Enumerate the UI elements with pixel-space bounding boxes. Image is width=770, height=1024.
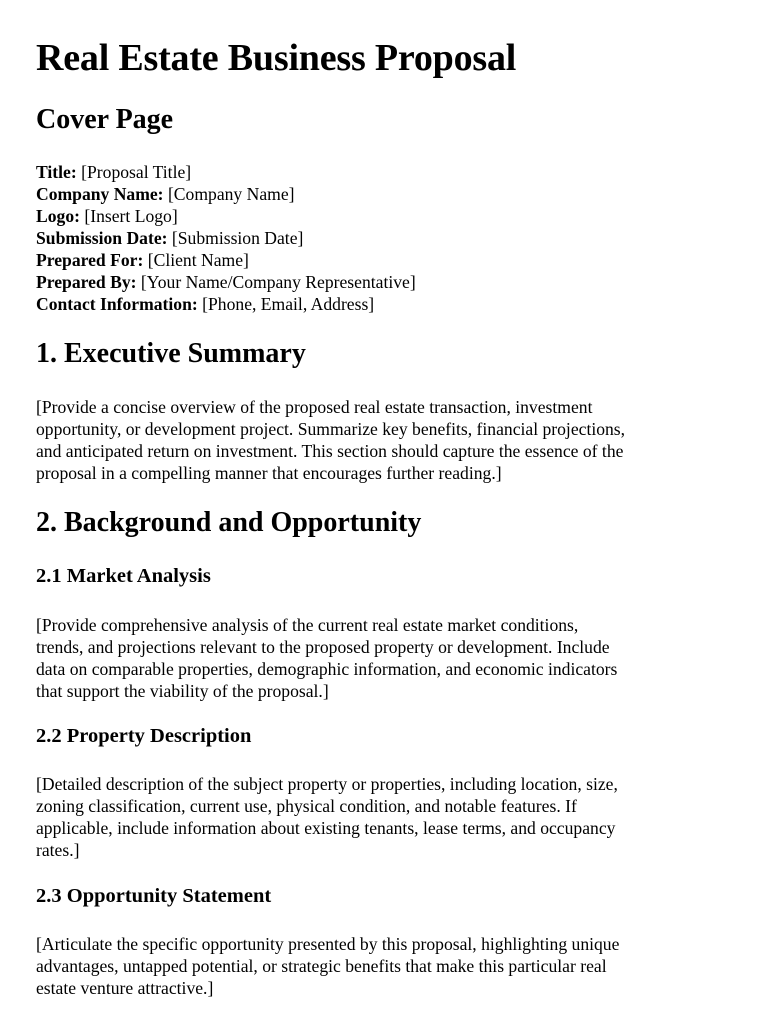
field-label: Prepared For: bbox=[36, 250, 144, 270]
property-description-paragraph bbox=[36, 773, 736, 861]
document-title: Real Estate Business Proposal bbox=[36, 37, 517, 79]
field-value: [Phone, Email, Address] bbox=[202, 294, 375, 314]
paragraph-line: opportunity, or development project. Summarize key benefits, financial projections, bbox=[36, 419, 626, 439]
cover-field-contact-information bbox=[36, 293, 416, 315]
paragraph-line: applicable, include information about existing tenants, lease terms, and occupancy bbox=[36, 818, 616, 838]
cover-field-company-name bbox=[36, 183, 416, 205]
paragraph-line: proposal in a compelling manner that encourages further reading.] bbox=[36, 463, 502, 483]
paragraph-line: and anticipated return on investment. This section should capture the essence of the bbox=[36, 441, 624, 461]
paragraph-line: [Articulate the specific opportunity presented by this proposal, highlighting unique bbox=[36, 934, 620, 954]
cover-page-heading: Cover Page bbox=[36, 104, 174, 135]
cover-field-title bbox=[36, 161, 416, 183]
field-value: [Your Name/Company Representative] bbox=[140, 272, 416, 292]
cover-fields bbox=[36, 161, 416, 315]
cover-field-prepared-by bbox=[36, 271, 416, 293]
field-label: Submission Date: bbox=[36, 228, 168, 248]
background-opportunity-heading: 2. Background and Opportunity bbox=[36, 507, 422, 538]
field-value: [Company Name] bbox=[167, 184, 295, 204]
opportunity-statement-heading: 2.3 Opportunity Statement bbox=[36, 885, 272, 907]
paragraph-line: trends, and projections relevant to the proposed property or development. Include bbox=[36, 637, 610, 657]
cover-field-submission-date bbox=[36, 227, 416, 249]
paragraph-line: [Provide a concise overview of the proposed real estate transaction, investment bbox=[36, 397, 593, 417]
paragraph-line: rates.] bbox=[36, 840, 80, 860]
field-value: [Insert Logo] bbox=[84, 206, 178, 226]
property-description-heading: 2.2 Property Description bbox=[36, 725, 252, 747]
paragraph-line: advantages, untapped potential, or strategic benefits that make this particular real bbox=[36, 956, 607, 976]
field-label: Company Name: bbox=[36, 184, 164, 204]
paragraph-line: data on comparable properties, demographic information, and economic indicators bbox=[36, 659, 618, 679]
field-value: [Submission Date] bbox=[171, 228, 304, 248]
paragraph-line: zoning classification, current use, physical condition, and notable features. If bbox=[36, 796, 577, 816]
paragraph-line: that support the viability of the proposal.] bbox=[36, 681, 329, 701]
opportunity-statement-paragraph bbox=[36, 933, 736, 999]
field-value: [Proposal Title] bbox=[81, 162, 192, 182]
field-label: Contact Information: bbox=[36, 294, 198, 314]
field-value: [Client Name] bbox=[147, 250, 249, 270]
executive-summary-paragraph bbox=[36, 396, 736, 484]
field-label: Title: bbox=[36, 162, 77, 182]
executive-summary-heading: 1. Executive Summary bbox=[36, 338, 306, 369]
market-analysis-heading: 2.1 Market Analysis bbox=[36, 565, 211, 587]
market-analysis-paragraph bbox=[36, 614, 736, 702]
cover-field-prepared-for bbox=[36, 249, 416, 271]
cover-field-logo bbox=[36, 205, 416, 227]
field-label: Logo: bbox=[36, 206, 80, 226]
field-label: Prepared By: bbox=[36, 272, 137, 292]
paragraph-line: [Provide comprehensive analysis of the current real estate market conditions, bbox=[36, 615, 579, 635]
paragraph-line: [Detailed description of the subject property or properties, including location, size, bbox=[36, 774, 618, 794]
paragraph-line: estate venture attractive.] bbox=[36, 978, 214, 998]
